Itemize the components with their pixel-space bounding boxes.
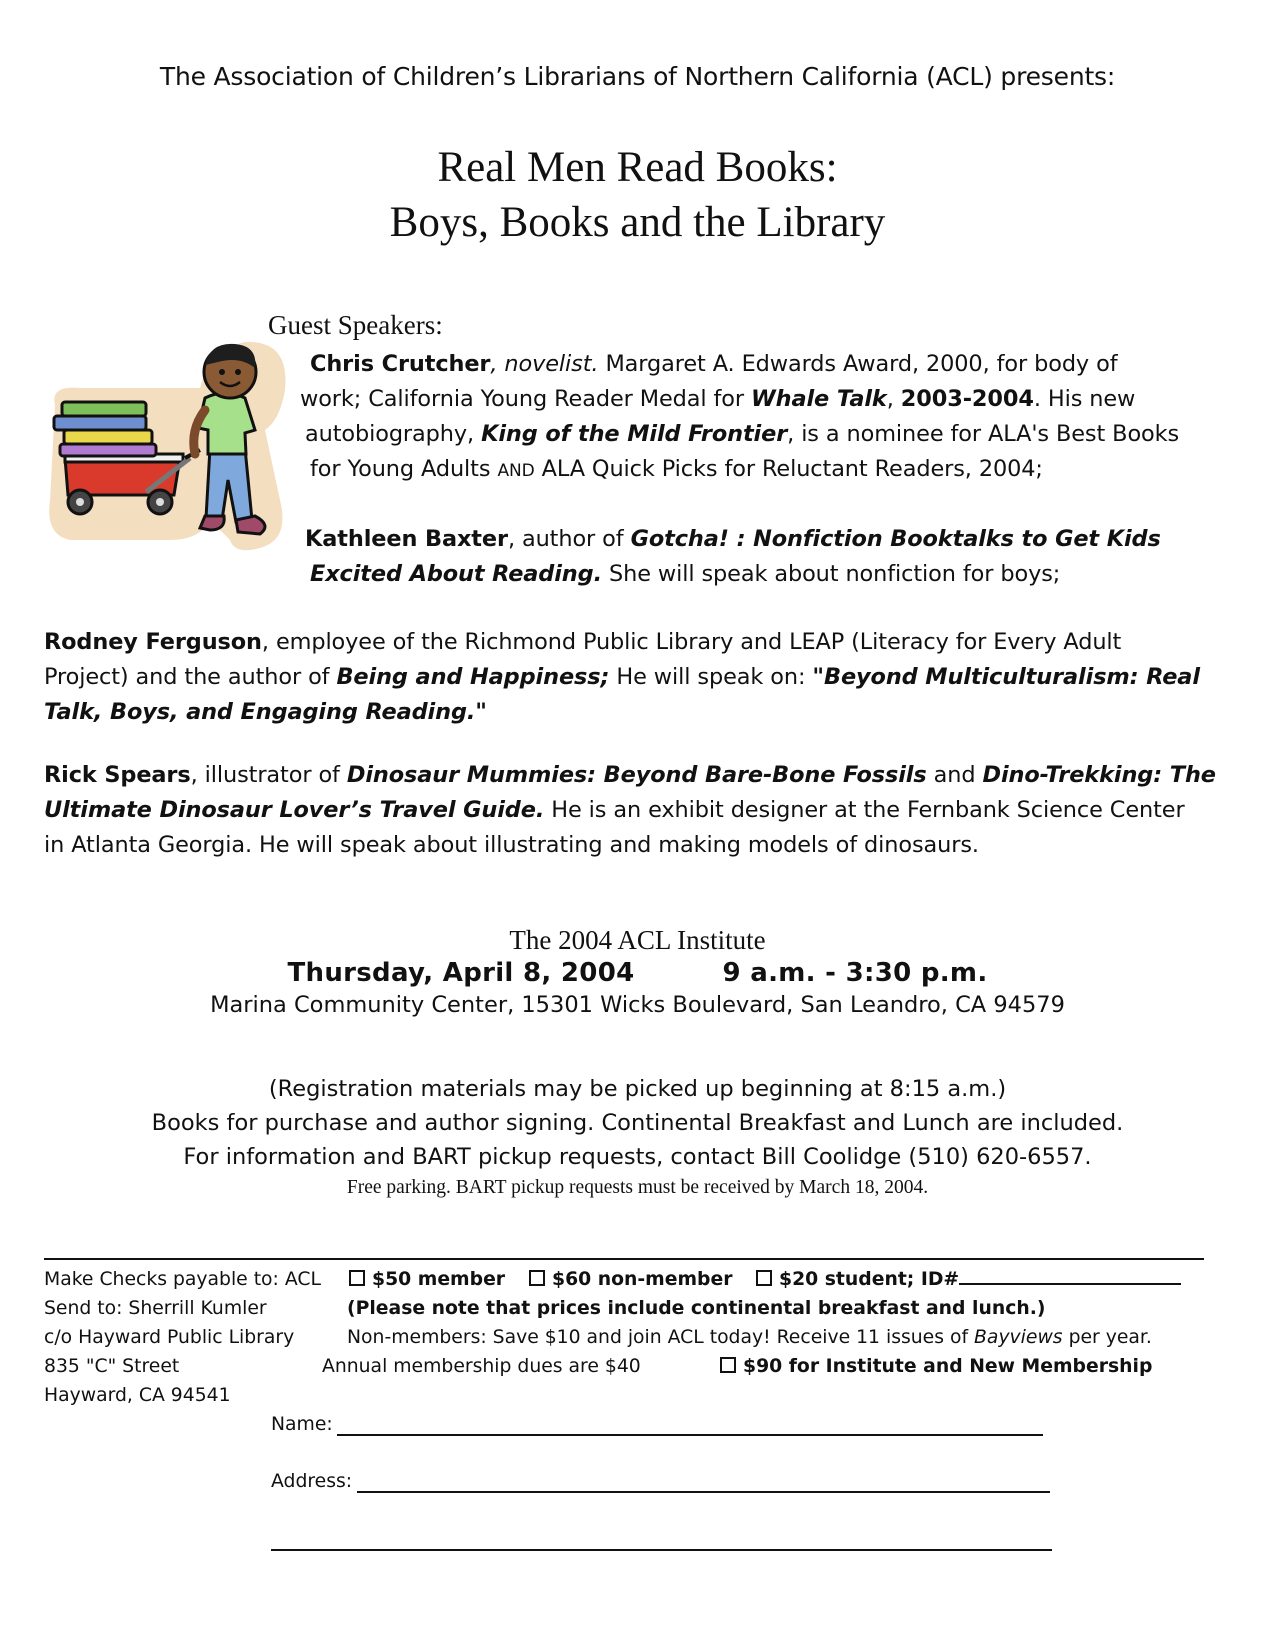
- text: Margaret A. Edwards Award, 2000, for body of: [598, 351, 1118, 377]
- book-title: Whale Talk: [751, 386, 887, 412]
- checkbox-nonmember[interactable]: [529, 1270, 545, 1286]
- speaker-name: Rick Spears: [44, 762, 191, 788]
- text: , author of: [507, 526, 631, 552]
- address-field-line-2[interactable]: [271, 1549, 1052, 1551]
- text: work; California Young Reader Medal for: [300, 386, 752, 412]
- street-address: 835 "C" Street: [44, 1356, 180, 1377]
- crutcher-line-4: [310, 452, 1043, 489]
- text: ALA Quick Picks for Reluctant Readers, 2004;: [534, 456, 1043, 482]
- speaker-name: Chris Crutcher: [310, 351, 491, 377]
- text: She will speak about nonfiction for boys;: [601, 561, 1061, 587]
- boy-wagon-illustration: [40, 330, 300, 560]
- text: in Atlanta Georgia. He will speak about illustrating and making models of dinosaurs.: [44, 832, 979, 858]
- text: per year.: [1062, 1327, 1152, 1348]
- address-field[interactable]: [357, 1491, 1050, 1493]
- text: Project) and the author of: [44, 664, 337, 690]
- crutcher-line-3: [305, 417, 1179, 452]
- crutcher-line-1: [310, 347, 1117, 382]
- title-line-1: Real Men Read Books:: [437, 144, 838, 191]
- speaker-name: Rodney Ferguson: [44, 629, 262, 655]
- event-details: [0, 925, 1275, 1018]
- title-line-2: Boys, Books and the Library: [389, 199, 886, 246]
- text: , is a nominee for ALA's Best Books: [787, 421, 1180, 447]
- ferguson-line-2: [44, 660, 1200, 695]
- parking-note: Free parking. BART pickup requests must be received by March 18, 2004.: [346, 1177, 929, 1198]
- spears-line-1: [44, 758, 1216, 793]
- book-title: Dinosaur Mummies: Beyond Bare-Bone Fossils: [346, 762, 927, 788]
- book-title: Ultimate Dinosaur Lover’s Travel Guide.: [44, 797, 545, 823]
- checkbox-combo[interactable]: [720, 1357, 736, 1373]
- book-title: Dino-Trekking: The: [982, 762, 1216, 788]
- form-divider: [44, 1258, 1204, 1260]
- ferguson-line-3: [44, 695, 487, 730]
- text: He is an exhibit designer at the Fernbank Science Center: [544, 797, 1185, 823]
- option-combo[interactable]: [720, 1352, 1152, 1381]
- book-title: King of the Mild Frontier: [481, 421, 788, 447]
- institute-title: The 2004 ACL Institute: [509, 925, 766, 955]
- name-label: Name:: [271, 1414, 333, 1435]
- event-date: Thursday, April 8, 2004: [287, 958, 635, 988]
- checkbox-student[interactable]: [756, 1270, 772, 1286]
- student-id-field[interactable]: [959, 1265, 1181, 1285]
- text: and: [926, 762, 983, 788]
- small-caps-and: AND: [497, 461, 535, 481]
- nonmember-promo: [347, 1323, 1152, 1352]
- annual-dues: Annual membership dues are $40: [322, 1356, 641, 1377]
- text: , employee of the Richmond Public Library and LEAP (Literacy for Every Adult: [261, 629, 1122, 655]
- text: He will speak on:: [609, 664, 813, 690]
- option-student[interactable]: [756, 1265, 1181, 1294]
- spears-line-2: [44, 793, 1185, 828]
- guest-speakers-heading: Guest Speakers:: [268, 310, 443, 340]
- name-field[interactable]: [337, 1434, 1043, 1436]
- checkbox-member[interactable]: [349, 1270, 365, 1286]
- text: Non-members: Save $10 and join ACL today! Receive 11 issues of: [347, 1327, 975, 1348]
- books-note: Books for purchase and author signing. Continental Breakfast and Lunch are included.: [151, 1110, 1124, 1136]
- address-label: Address:: [271, 1471, 353, 1492]
- registration-note: (Registration materials may be picked up beginning at 8:15 a.m.): [268, 1076, 1007, 1102]
- text: , illustrator of: [190, 762, 347, 788]
- crutcher-line-2: [300, 382, 1135, 417]
- award-years: 2003-2004: [900, 386, 1034, 412]
- label: $90 for Institute and New Membership: [743, 1356, 1153, 1377]
- text: for Young Adults: [310, 456, 498, 482]
- city-address: Hayward, CA 94541: [44, 1385, 231, 1406]
- talk-title: "Beyond Multiculturalism: Real: [812, 664, 1200, 690]
- talk-title: Talk, Boys, and Engaging Reading.": [44, 699, 487, 725]
- book-title: Being and Happiness;: [336, 664, 610, 690]
- registration-info: [0, 1072, 1275, 1202]
- book-title: Excited About Reading.: [310, 561, 602, 587]
- library-address: c/o Hayward Public Library: [44, 1327, 295, 1348]
- text: . His new: [1033, 386, 1136, 412]
- speaker-role: , novelist.: [490, 351, 599, 377]
- label: $20 student; ID#: [779, 1269, 960, 1290]
- bayviews: Bayviews: [974, 1327, 1063, 1348]
- spears-line-3: [44, 828, 979, 863]
- baxter-line-1: [305, 522, 1161, 557]
- option-member[interactable]: [349, 1265, 505, 1294]
- date-time-line: [0, 958, 1275, 988]
- option-nonmember[interactable]: [529, 1265, 733, 1294]
- speaker-name: Kathleen Baxter: [305, 526, 508, 552]
- text: ,: [886, 386, 901, 412]
- contact-note: For information and BART pickup requests, contact Bill Coolidge (510) 620-6557.: [183, 1144, 1092, 1170]
- event-title: [0, 140, 1275, 250]
- book-title: Gotcha! : Nonfiction Booktalks to Get Kids: [630, 526, 1161, 552]
- checks-payable: Make Checks payable to: ACL: [44, 1269, 321, 1290]
- baxter-line-2: [310, 557, 1060, 592]
- price-note: (Please note that prices include continental breakfast and lunch.): [347, 1298, 1046, 1319]
- label: $50 member: [372, 1269, 506, 1290]
- presents-line: The Association of Children’s Librarians of Northern California (ACL) presents:: [159, 62, 1116, 91]
- text: autobiography,: [305, 421, 482, 447]
- ferguson-line-1: [44, 625, 1121, 660]
- label: $60 non-member: [552, 1269, 733, 1290]
- event-venue: Marina Community Center, 15301 Wicks Boulevard, San Leandro, CA 94579: [210, 992, 1065, 1018]
- event-time: 9 a.m. - 3:30 p.m.: [722, 958, 988, 988]
- send-to: Send to: Sherrill Kumler: [44, 1298, 267, 1319]
